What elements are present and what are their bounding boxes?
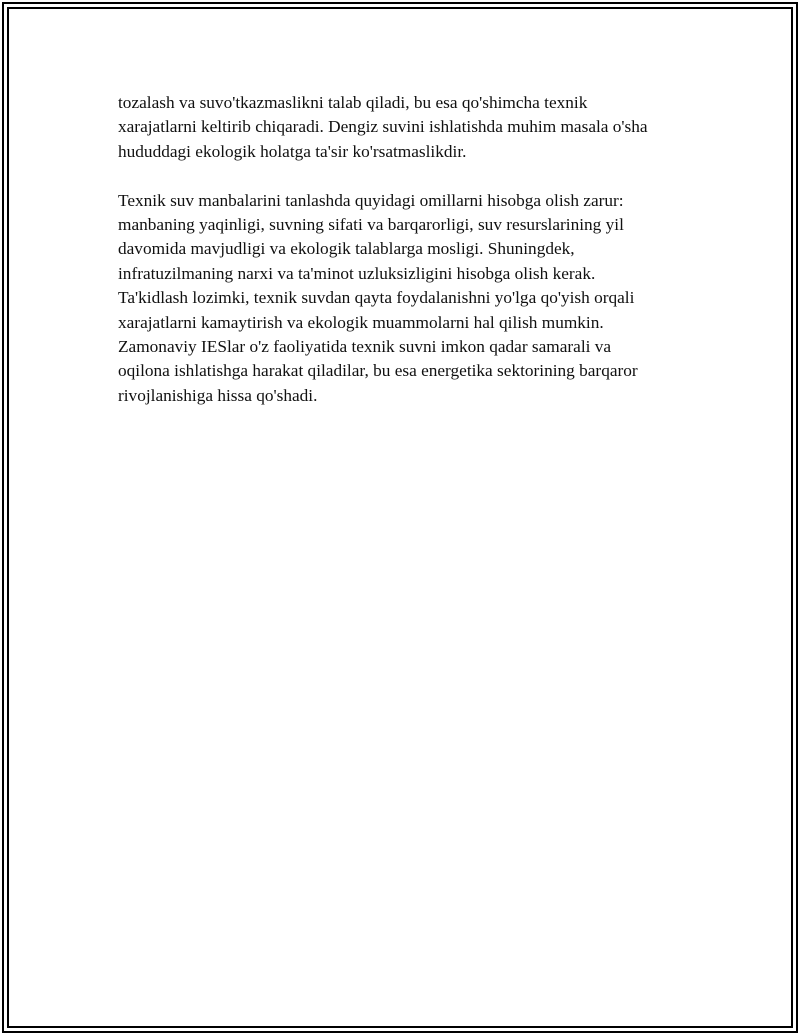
- text-line: davomida mavjudligi va ekologik talablarga mosligi. Shuningdek,: [118, 239, 575, 259]
- text-line: Texnik suv manbalarini tanlashda quyidagi omillarni hisobga olish zarur:: [118, 190, 624, 210]
- paragraph-1: [118, 91, 698, 164]
- text-line: Ta'kidlash lozimki, texnik suvdan qayta foydalanishni yo'lga qo'yish orqali: [118, 288, 635, 308]
- paragraph-2: [118, 189, 698, 409]
- text-line: tozalash va suvo'tkazmaslikni talab qiladi, bu esa qo'shimcha texnik: [118, 93, 588, 112]
- text-line: manbaning yaqinligi, suvning sifati va barqarorligi, suv resurslarining yil: [118, 215, 624, 235]
- text-line: Zamonaviy IESlar o'z faoliyatida texnik suvni imkon qadar samarali va: [118, 337, 612, 357]
- text-line: infratuzilmaning narxi va ta'minot uzluksizligini hisobga olish kerak.: [118, 263, 596, 283]
- document-body: [118, 91, 698, 408]
- paragraph-gap: [118, 164, 698, 188]
- text-line: hududdagi ekologik holatga ta'sir ko'rsatmaslikdir.: [118, 141, 467, 161]
- text-line: xarajatlarni kamaytirish va ekologik muammolarni hal qilish mumkin.: [118, 312, 604, 332]
- text-line: xarajatlarni keltirib chiqaradi. Dengiz suvini ishlatishda muhim masala o'sha: [118, 117, 648, 137]
- text-line: rivojlanishiga hissa qo'shadi.: [118, 385, 318, 405]
- text-line: oqilona ishlatishga harakat qiladilar, bu esa energetika sektorining barqaror: [118, 361, 638, 381]
